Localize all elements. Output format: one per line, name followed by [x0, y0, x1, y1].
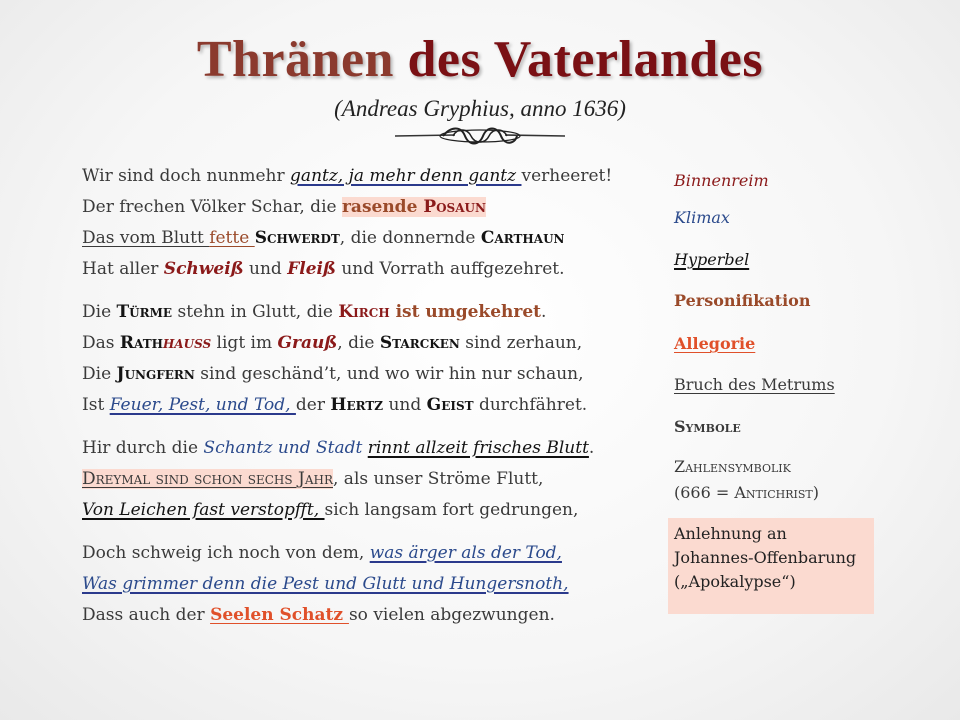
- hyperbel-text: rinnt allzeit frisches Blutt: [367, 438, 589, 458]
- poem-line: [82, 538, 642, 569]
- legend-zahlensymbolik-note: [674, 483, 819, 502]
- klimax-text: Was grimmer denn die Pest und Glutt und Hungersnoth,: [82, 574, 569, 594]
- number-symbol-text: Dreymal sind schon sechs Jahr: [82, 469, 333, 489]
- text: Wir sind doch nunmehr: [82, 166, 291, 186]
- poem-line: [82, 359, 642, 390]
- symbol-text: Jungfern: [116, 364, 195, 384]
- poem-line: [82, 254, 642, 285]
- text: , die donnernde: [339, 228, 481, 248]
- text: und: [243, 259, 288, 279]
- legend-zahlensymbolik: Zahlensymbolik: [674, 457, 791, 476]
- title-part-1: Thränen: [196, 31, 394, 88]
- text: Hat aller: [82, 259, 164, 279]
- text: sich langsam fort gedrungen,: [324, 500, 579, 520]
- text: Dass auch der: [82, 605, 211, 625]
- text: verheeret!: [521, 166, 613, 186]
- klimax-text: gantz, ja mehr denn gantz: [290, 166, 522, 186]
- text: sind zerhaun,: [459, 333, 583, 353]
- text: so vielen abgezwungen.: [348, 605, 555, 625]
- text: (666 =: [674, 483, 735, 502]
- text: und Vorrath auffgezehret.: [335, 259, 565, 279]
- poem-line: [82, 328, 642, 359]
- poem-line: [82, 223, 642, 254]
- title-part-2: des Vaterlandes: [407, 31, 764, 88]
- poem-line: [82, 569, 642, 600]
- text: der: [295, 395, 331, 415]
- symbol-text: Starcken: [379, 333, 460, 353]
- legend-symbole: Symbole: [674, 417, 741, 436]
- poem-line: [82, 433, 642, 464]
- hyperbel-text: Von Leichen fast verstopfft,: [82, 500, 325, 520]
- poem-line: [82, 495, 642, 526]
- personification-text: rasende: [341, 197, 424, 217]
- apok-line: („Apokalypse“): [674, 572, 796, 591]
- binnenreim-text: Fleiß: [287, 259, 336, 279]
- poem-line: [82, 390, 642, 421]
- text: Ist: [82, 395, 110, 415]
- text: Der frechen Völker Schar, die: [82, 197, 342, 217]
- meter-break-text: Das vom Blutt: [82, 228, 210, 248]
- legend-personifikation: Personifikation: [674, 291, 811, 310]
- allegory-text: Seelen Schatz: [210, 605, 349, 625]
- subtitle: (Andreas Gryphius, anno 1636): [334, 96, 626, 121]
- symbol-text: Carthaun: [480, 228, 565, 248]
- text: , die: [337, 333, 380, 353]
- text: stehn in Glutt, die: [172, 302, 339, 322]
- legend-apokalypse-box: [668, 518, 874, 614]
- text: ): [812, 483, 819, 502]
- text: Hir durch die: [82, 438, 204, 458]
- text: , als unser Ströme Flutt,: [333, 469, 544, 489]
- text: .: [541, 302, 547, 322]
- symbol-text: Kirch: [338, 302, 390, 322]
- stanza-1: [82, 161, 642, 285]
- symbol-text: Geist: [426, 395, 474, 415]
- legend-klimax: Klimax: [674, 208, 730, 227]
- poem-line: [82, 192, 642, 223]
- symbol-text: Rath: [119, 333, 163, 353]
- symbol-text: Türme: [116, 302, 173, 322]
- binnenreim-text: hauß: [162, 333, 212, 353]
- personification-text: fette: [209, 228, 255, 248]
- text: und: [383, 395, 427, 415]
- poem-line: [82, 161, 642, 192]
- text: Doch schweig ich noch von dem,: [82, 543, 370, 563]
- text: Das: [82, 333, 120, 353]
- legend-bruch: Bruch des Metrums: [674, 375, 835, 394]
- text: durchfähret.: [473, 395, 588, 415]
- symbol-text: Hertz: [330, 395, 384, 415]
- flourish-ornament-icon: [395, 124, 565, 148]
- stanza-2: [82, 297, 642, 421]
- page-title: [0, 30, 960, 89]
- apok-line: Johannes-Offenbarung: [674, 548, 857, 567]
- klimax-text: Feuer, Pest, und Tod,: [109, 395, 296, 415]
- text: sind geschänd’t, und wo wir hin nur schaun,: [194, 364, 584, 384]
- symbol-text: Posaun: [423, 197, 486, 217]
- apok-line: Anlehnung an: [674, 524, 787, 543]
- personification-text: ist umgekehret: [389, 302, 542, 322]
- binnenreim-text: Schweiß: [163, 259, 244, 279]
- text: Die: [82, 302, 117, 322]
- legend-hyperbel: Hyperbel: [674, 250, 750, 269]
- legend-binnenreim: Binnenreim: [674, 171, 769, 190]
- poem-line: [82, 297, 642, 328]
- text: Antichrist: [734, 483, 813, 502]
- text: ligt im: [211, 333, 278, 353]
- symbol-text: Schwerdt: [254, 228, 340, 248]
- poem-line: [82, 464, 642, 495]
- text: Die: [82, 364, 117, 384]
- poem: [82, 161, 642, 643]
- legend-allegorie: Allegorie: [674, 334, 756, 353]
- binnenreim-text: Grauß: [277, 333, 338, 353]
- klimax-text: Schantz und Stadt: [203, 438, 363, 458]
- text: .: [588, 438, 595, 458]
- poem-line: [82, 600, 642, 631]
- stanza-3: [82, 433, 642, 526]
- stanza-4: [82, 538, 642, 631]
- klimax-text: was ärger als der Tod,: [369, 543, 562, 563]
